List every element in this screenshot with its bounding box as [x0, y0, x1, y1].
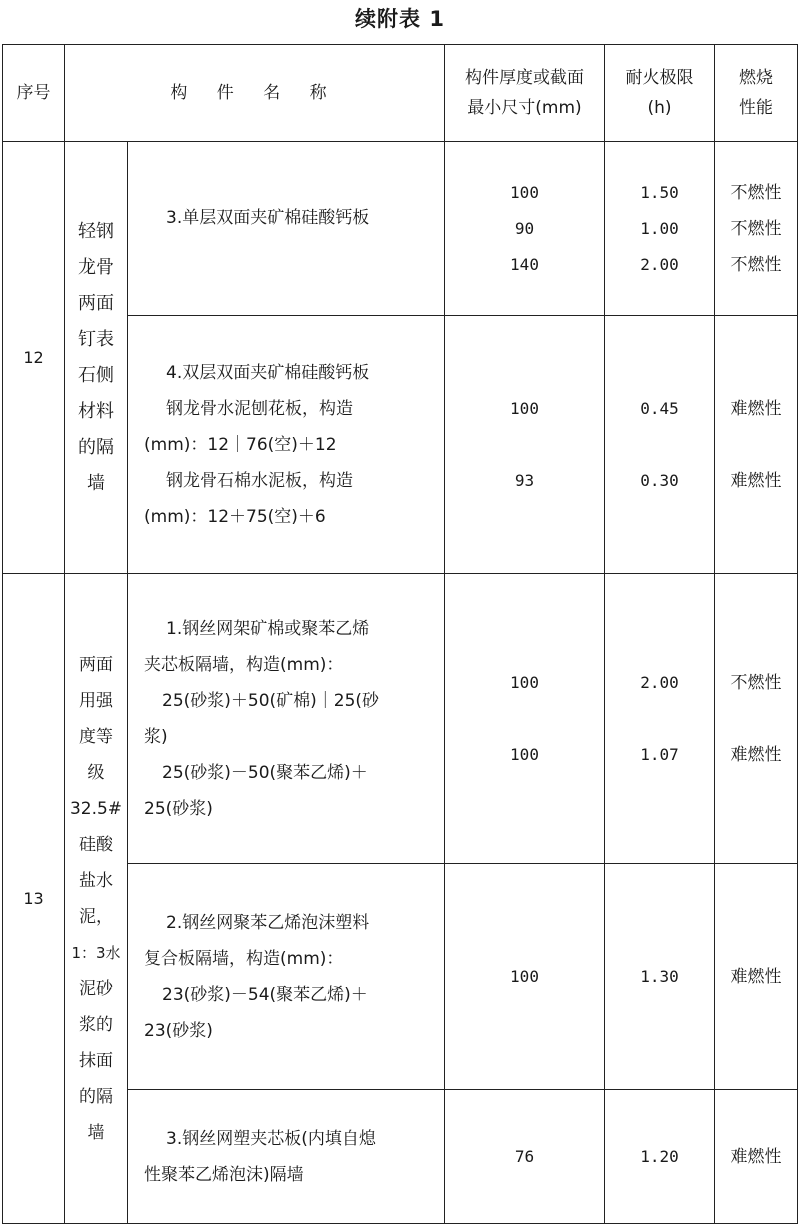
- component-name-line: 复合板隔墙，构造(mm)：: [144, 948, 344, 969]
- group-line: 32.5#: [69, 798, 123, 819]
- combustion-cell: [715, 574, 798, 864]
- component-name-line: 性聚苯乙烯泡沫)隔墙: [144, 1164, 304, 1185]
- group-line: 度等: [79, 726, 113, 747]
- group-line: 石侧: [78, 364, 114, 386]
- fire-limit-value: 1.50: [640, 182, 679, 202]
- group-line: 抹面: [79, 1050, 113, 1071]
- group-name-cell: [65, 574, 128, 1224]
- group-line: 两面: [79, 654, 113, 675]
- group-line: 1：3水: [71, 943, 121, 962]
- thickness-value: 100: [510, 672, 539, 692]
- header-fire-line1: 耐火极限: [625, 68, 694, 88]
- thickness-value: 90: [514, 218, 535, 238]
- seq-cell: 12: [3, 142, 65, 574]
- header-thickness: [445, 45, 605, 142]
- group-line: 轻钢: [78, 220, 114, 242]
- thickness-value: 100: [510, 398, 539, 418]
- fire-resistance-table: [2, 44, 798, 1224]
- combustion-cell: 难燃性: [715, 864, 798, 1090]
- component-name-line: 23(砂浆)－54(聚苯乙烯)＋: [162, 984, 368, 1005]
- combustion-value: 难燃性: [730, 470, 782, 491]
- fire-limit-value: 0.45: [640, 398, 679, 418]
- group-line: 硅酸: [79, 834, 113, 855]
- header-row: [3, 45, 798, 142]
- fire-limit-value: 0.30: [640, 470, 679, 490]
- fire-limit-cell: [605, 574, 715, 864]
- component-name-line: (mm)：12｜76(空)＋12: [144, 434, 337, 455]
- group-line: 墙: [87, 472, 105, 494]
- table-row: [3, 574, 798, 864]
- thickness-value: 100: [510, 744, 539, 764]
- group-line: 泥，: [79, 906, 113, 927]
- header-combustion: [715, 45, 798, 142]
- component-name-cell: [128, 316, 445, 574]
- group-line: 材料: [78, 400, 114, 422]
- thickness-value: 140: [510, 254, 539, 274]
- component-name-cell: [128, 1090, 445, 1224]
- fire-limit-cell: [605, 142, 715, 316]
- group-line: 两面: [78, 292, 114, 314]
- fire-limit-value: 1.07: [640, 744, 679, 764]
- combustion-cell: [715, 142, 798, 316]
- group-line: 盐水: [79, 870, 113, 891]
- component-name-line: 夹芯板隔墙，构造(mm)：: [144, 654, 344, 675]
- thickness-value: 93: [514, 470, 535, 490]
- combustion-value: 难燃性: [730, 744, 782, 765]
- component-name-line: 1.钢丝网架矿棉或聚苯乙烯: [166, 618, 370, 639]
- component-name-line: 3.钢丝网塑夹芯板(内填自熄: [166, 1128, 376, 1149]
- group-line: 泥砂: [79, 978, 113, 999]
- fire-limit-cell: [605, 316, 715, 574]
- component-name-cell: [128, 574, 445, 864]
- thickness-cell: 76: [445, 1090, 605, 1224]
- group-line: 级: [87, 762, 105, 783]
- component-name-cell: [128, 142, 445, 316]
- combustion-value: 不燃性: [730, 218, 782, 239]
- component-name-line: 2.钢丝网聚苯乙烯泡沫塑料: [166, 912, 370, 933]
- fire-limit-value: 1.00: [640, 218, 679, 238]
- fire-limit-cell: 1.30: [605, 864, 715, 1090]
- component-name-cell: [128, 864, 445, 1090]
- component-name-line: 4.双层双面夹矿棉硅酸钙板: [166, 362, 370, 383]
- group-line: 墙: [87, 1122, 105, 1143]
- component-name-line: 25(砂浆)－50(聚苯乙烯)＋: [162, 762, 368, 783]
- thickness-value: 100: [510, 182, 539, 202]
- group-line: 钉表: [78, 328, 114, 350]
- component-name-line: 浆): [144, 726, 168, 747]
- combustion-value: 不燃性: [730, 254, 782, 275]
- combustion-cell: [715, 316, 798, 574]
- thickness-cell: [445, 316, 605, 574]
- header-fire-line2: (h): [647, 98, 672, 118]
- header-comb-line1: 燃烧: [739, 68, 773, 88]
- component-name-line: 25(砂浆)＋50(矿棉)｜25(砂: [162, 690, 380, 711]
- header-name: 构 件 名 称: [65, 45, 445, 142]
- thickness-cell: [445, 574, 605, 864]
- component-name-line: (mm)：12＋75(空)＋6: [144, 506, 326, 527]
- combustion-cell: 难燃性: [715, 1090, 798, 1224]
- component-name-line: 钢龙骨石棉水泥板，构造: [166, 470, 353, 491]
- seq-cell: 13: [3, 574, 65, 1224]
- fire-limit-cell: 1.20: [605, 1090, 715, 1224]
- table-row: [3, 142, 798, 316]
- group-name-cell: [65, 142, 128, 574]
- group-line: 浆的: [79, 1014, 113, 1035]
- fire-limit-value: 2.00: [640, 672, 679, 692]
- group-line: 用强: [79, 690, 113, 711]
- combustion-value: 不燃性: [730, 182, 782, 203]
- component-name-line: 钢龙骨水泥刨花板，构造: [166, 398, 353, 419]
- fire-limit-value: 2.00: [640, 254, 679, 274]
- header-thickness-line1: 构件厚度或截面: [465, 68, 584, 88]
- group-line: 龙骨: [78, 256, 114, 278]
- header-thickness-line2: 最小尺寸(mm): [467, 98, 582, 118]
- component-name-line: 25(砂浆): [144, 798, 213, 819]
- thickness-cell: [445, 142, 605, 316]
- combustion-value: 难燃性: [730, 398, 782, 419]
- table-title: 续附表 1: [355, 7, 445, 31]
- group-line: 的隔: [78, 436, 114, 458]
- header-seq: 序号: [3, 45, 65, 142]
- combustion-value: 不燃性: [730, 672, 782, 693]
- thickness-cell: 100: [445, 864, 605, 1090]
- group-line: 的隔: [79, 1086, 113, 1107]
- component-name: 3.单层双面夹矿棉硅酸钙板: [166, 207, 370, 228]
- header-fire-limit: [605, 45, 715, 142]
- header-comb-line2: 性能: [739, 98, 773, 118]
- component-name-line: 23(砂浆): [144, 1020, 213, 1041]
